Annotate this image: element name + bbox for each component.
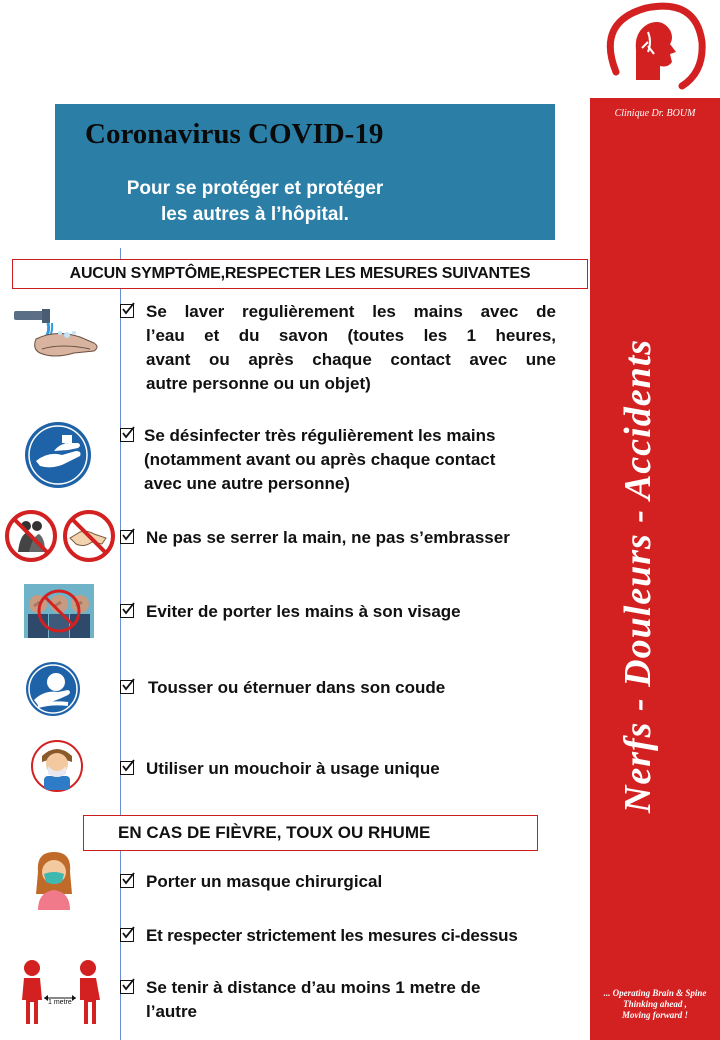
item-line: autre personne ou un objet) [146, 374, 371, 393]
list-item [120, 976, 560, 1024]
item-line: Se tenir à distance d’au moins 1 metre de [146, 978, 481, 997]
checkbox-icon [120, 428, 134, 442]
checkbox-icon [120, 874, 134, 888]
no-handshake-icon [4, 508, 116, 569]
section-heading-no-symptoms: AUCUN SYMPTÔME,RESPECTER LES MESURES SUIVANTES [12, 259, 588, 289]
clinic-name: Clinique Dr. BOUM [614, 108, 696, 119]
motto-line: Moving forward ! [621, 1010, 688, 1020]
item-line: Et respecter strictement les mesures ci-dessus [146, 926, 518, 945]
tissue-icon [28, 740, 86, 797]
item-line: Porter un masque chirurgical [146, 872, 383, 891]
mask-icon [32, 850, 76, 917]
distance-label: 1 metre [48, 999, 72, 1006]
checkbox-icon [120, 980, 134, 994]
clinic-motto [590, 988, 720, 1021]
subtitle-line-1: Pour se protéger et protéger [126, 178, 384, 199]
item-line: Utiliser un mouchoir à usage unique [146, 759, 440, 778]
clinic-logo [596, 2, 710, 98]
item-line: Ne pas se serrer la main, ne pas s’embrasser [146, 528, 510, 547]
page-title: Coronavirus COVID-19 [85, 118, 384, 150]
list-item [120, 424, 570, 496]
item-line: Tousser ou éternuer dans son coude [148, 678, 446, 697]
item-line: l’eau et du savon (toutes les 1 heures, [146, 326, 556, 345]
list-item [120, 600, 560, 624]
checkbox-icon [120, 928, 134, 942]
list-item [120, 924, 580, 948]
list-item [120, 757, 560, 781]
list-item [120, 300, 560, 396]
item-line: avec une autre personne) [144, 474, 350, 493]
disinfect-hands-icon [24, 421, 92, 494]
item-line: Eviter de porter les mains à son visage [146, 602, 461, 621]
motto-line: Thinking ahead , [623, 999, 687, 1009]
cough-elbow-icon [24, 660, 82, 723]
list-item [120, 870, 560, 894]
list-item [120, 526, 580, 550]
subtitle-line-2: les autres à l’hôpital. [161, 204, 349, 225]
item-line: avant ou après chaque contact avec une [146, 350, 556, 369]
clinic-tagline: Nerfs - Douleurs - Accidents [617, 338, 659, 814]
checkbox-icon [120, 304, 134, 318]
distance-icon [18, 958, 102, 1031]
item-line: Se désinfecter très régulièrement les mains [144, 426, 496, 445]
list-item [120, 676, 560, 700]
checkbox-icon [120, 761, 134, 775]
motto-line: ... Operating Brain & Spine [603, 988, 707, 998]
item-line: (notamment avant ou après chaque contact [144, 450, 496, 469]
clinic-side-panel [590, 98, 720, 1040]
item-line: Se laver regulièrement les mains avec de [146, 302, 556, 321]
checkbox-icon [120, 604, 134, 618]
page-subtitle [55, 176, 455, 228]
checkbox-icon [120, 680, 134, 694]
checkbox-icon [120, 530, 134, 544]
item-line: l’autre [146, 1002, 198, 1021]
section-heading-fever: EN CAS DE FIÈVRE, TOUX OU RHUME [83, 815, 538, 851]
no-face-touching-icon [24, 584, 94, 643]
hand-washing-icon [12, 305, 102, 372]
header-banner [55, 104, 555, 240]
